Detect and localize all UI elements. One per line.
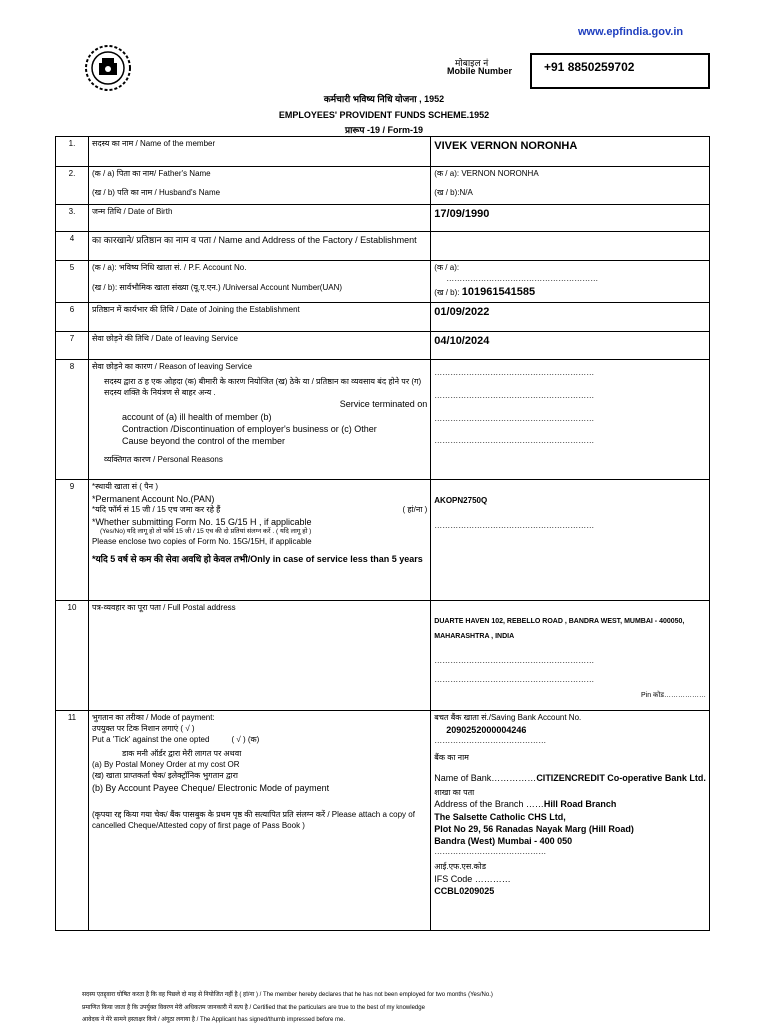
date-leaving-label: सेवा छोड़ने की तिथि / Date of leaving Service xyxy=(88,332,430,360)
father-husband-value xyxy=(431,167,710,205)
ifsc-hindi: आई.एफ.एस.कोड xyxy=(434,861,486,871)
tick-instruction: Put a 'Tick' against the one opted xyxy=(91,734,210,744)
member-name-label: सदस्य का नाम / Name of the member xyxy=(88,137,430,167)
pan-label-hindi: *स्थायी खाता सं ( पैन ) xyxy=(91,482,158,491)
mobile-value[interactable]: +91 8850259702 xyxy=(544,60,635,74)
payment-cell xyxy=(88,711,430,931)
reason-beyond-control: Cause beyond the control of the member xyxy=(121,435,286,446)
ifsc-value[interactable]: CCBL0209025 xyxy=(434,885,495,896)
tick-line xyxy=(92,735,427,746)
mobile-label: Mobile Number xyxy=(447,66,513,76)
form-number: प्रारूप -19 / Form-19 xyxy=(344,125,424,135)
husband-name-value[interactable]: (ख / b):N/A xyxy=(434,187,473,197)
footer-signed: आवेदक ने मेरे सामने हस्ताक्षर किये / अंगूठा लगाया है / The Applicant has signed/thumb impressed before me. xyxy=(82,1017,346,1023)
reason-service-terminated: Service terminated on xyxy=(339,399,428,410)
row-number: 6 xyxy=(56,303,89,332)
uan-value[interactable]: 101961541585 xyxy=(461,285,536,298)
form-row-reason-leaving xyxy=(56,360,710,480)
dots-line: …………………………………………………… xyxy=(434,390,595,400)
website-url[interactable]: www.epfindia.gov.in xyxy=(578,26,684,38)
mobile-label-hindi: मोबाइल नं xyxy=(455,58,489,68)
reason-leaving-cell xyxy=(88,360,430,480)
reason-personal: व्यक्तिगत कारण / Personal Reasons xyxy=(103,454,223,464)
branch-label: Address of the Branch …… xyxy=(434,799,544,810)
form-row-dob xyxy=(56,205,710,232)
postal-address-label: पत्र-व्यवहार का पूरा पता / Full Postal address xyxy=(88,601,430,711)
yes-no-hindi: ( हां/ना ) xyxy=(402,504,428,514)
date-joining-value[interactable]: 01/09/2022 xyxy=(431,303,710,332)
cheque-option[interactable]: (b) By Account Payee Cheque/ Electronic Mode of payment xyxy=(91,782,330,793)
tick-instruction-hindi: उपयुक्त पर टिक निशान लगाएं ( √ ) xyxy=(91,723,195,733)
dots-line: …………………………………………………… xyxy=(434,436,595,446)
address-line-2: MAHARASHTRA , INDIA xyxy=(434,633,515,641)
row-number: 5 xyxy=(56,261,89,303)
dots-line: …………………………………………………… xyxy=(434,674,595,684)
row-number: 7 xyxy=(56,332,89,360)
form-row-pan xyxy=(56,480,710,601)
establishment-value[interactable] xyxy=(431,232,710,261)
footer-declaration: सदस्य एतद्द्वारा घोषित करता है कि वह पिछले दो माह से नियोजित नहीं है ( हां/ना ) / The member hereby declares that he has not been employed for two months (Yes/No.) xyxy=(82,992,493,998)
enclose-form-label: Please enclose two copies of Form No. 15G/15H, if applicable xyxy=(91,536,312,546)
branch-line xyxy=(434,798,706,810)
row-number: 11 xyxy=(56,711,89,931)
form-row-date-leaving xyxy=(56,332,710,360)
dots-line: …………………………………………………… xyxy=(434,413,595,423)
footer-certified: प्रमाणित किया जाता है कि उपर्युक्त विवरण मेरी अधिकतम जानकारी में सत्य है / Certified that the particulars are true to the best of my knowledge xyxy=(82,1005,425,1011)
dots-line: …………………………………… xyxy=(434,847,547,857)
uan-label: (ख / b): सार्वभौमिक खाता संख्या (यू.ए.एन.) /Universal Account Number(UAN) xyxy=(91,282,343,292)
postal-address-value[interactable] xyxy=(431,601,710,711)
attach-cheque-note: (कृपया रद्द किया गया चेक/ बैंक पासबुक के प्रथम पृष्ठ की सत्यापित प्रति संलग्न करें / Please attach a copy of cancelled Cheque/Attested copy of first page of Pass Book ) xyxy=(91,809,415,830)
cheque-option-hindi: (ख) खाता प्राप्तकर्ता चेक/ इलेक्ट्रॉनिक भुगतान द्वारा xyxy=(91,770,238,780)
epfo-logo-icon xyxy=(84,44,132,92)
father-name-label: (क / a) पिता का नाम/ Father's Name xyxy=(91,169,211,178)
form-row-establishment xyxy=(56,232,710,261)
row-number: 9 xyxy=(56,480,89,601)
dob-label: जन्म तिथि / Date of Birth xyxy=(88,205,430,232)
pf-account-label xyxy=(88,261,430,303)
row-number: 10 xyxy=(56,601,89,711)
branch-address-1: The Salsette Catholic CHS Ltd, xyxy=(434,811,566,822)
bank-account-label: बचत बैंक खाता सं./Saving Bank Account No. xyxy=(434,713,582,722)
bank-account-value[interactable]: 2090252000004246 xyxy=(446,724,527,735)
postal-order-hindi: डाक मनी ऑर्डर द्वारा मेरी लागत पर अथवा xyxy=(121,749,242,759)
husband-name-label: (ख / b) पति का नाम / Husband's Name xyxy=(91,187,221,197)
ifsc-label: IFS Code ………… xyxy=(434,873,511,884)
pf-account-no-value[interactable]: (क / a): xyxy=(434,263,460,272)
form-row-postal-address xyxy=(56,601,710,711)
bank-name-line xyxy=(434,772,706,784)
scheme-title-hindi: कर्मचारी भविष्य निधि योजना , 1952 xyxy=(323,94,445,104)
row-number: 4 xyxy=(56,232,89,261)
form-row-pf-account xyxy=(56,261,710,303)
form-row-father-name xyxy=(56,167,710,205)
bank-name-hindi: बैंक का नाम xyxy=(434,752,469,762)
tick-mark[interactable]: ( √ ) (क) xyxy=(231,734,260,744)
dots-line: …………………………………… xyxy=(434,735,547,745)
branch-name[interactable]: Hill Road Branch xyxy=(543,799,617,810)
dob-value[interactable]: 17/09/1990 xyxy=(431,205,710,232)
branch-hindi: शाखा का पता xyxy=(434,787,475,797)
bank-name-value[interactable]: CITIZENCREDIT Co-operative Bank Ltd. xyxy=(536,772,706,783)
dots-line: …………………………………………………… xyxy=(434,368,595,377)
date-leaving-value[interactable]: 04/10/2024 xyxy=(431,332,710,360)
form-row-date-joining xyxy=(56,303,710,332)
scheme-title: EMPLOYEES' PROVIDENT FUNDS SCHEME.1952 xyxy=(278,110,490,120)
pan-value-cell xyxy=(431,480,710,601)
dots-line: …………………………………………………… xyxy=(434,655,595,665)
row-number: 2. xyxy=(56,167,89,205)
pin-label: Pin कोड……………… xyxy=(641,692,706,700)
row-number: 8 xyxy=(56,360,89,480)
reason-leaving-value[interactable] xyxy=(431,360,710,480)
branch-address-3: Bandra (West) Mumbai - 400 050 xyxy=(434,835,573,846)
pan-label: *Permanent Account No.(PAN) xyxy=(91,493,215,504)
reason-leaving-hindi: सदस्य द्वारा ठ ह एक ओहदा (क) बीमारी के कारण नियोजित (ख) ठेके या / प्रतिष्ठान का व्यवसाय बंद होने पर (ग) सदस्य शक्ति के नियंत्रण से बाहर अन्य . xyxy=(103,376,422,397)
address-line-1: DUARTE HAVEN 102, REBELLO ROAD , BANDRA WEST, MUMBAI - 400050, xyxy=(434,618,685,625)
form15g-line xyxy=(92,505,427,516)
reason-leaving-label: सेवा छोड़ने का कारण / Reason of leaving Service xyxy=(91,362,253,371)
pf-account-no-label: (क / a): भविष्य निधि खाता सं. / P.F. Account No. xyxy=(91,263,247,272)
reason-contraction: Contraction /Discontinuation of employer's business or (c) Other xyxy=(121,423,377,434)
form-row-member-name xyxy=(56,137,710,167)
dots-line: …………………………………………………… xyxy=(434,520,595,530)
yes-no-label: (Yes/No) यदि लागू हो तो फॉर्म 15 जी / 15 एच की दो प्रतियां संलग्न करें . ( यदि लागू हो ) xyxy=(99,527,312,535)
father-name-value[interactable]: (क / a): VERNON NORONHA xyxy=(434,169,539,178)
form15g-label: *Whether submitting Form No. 15 G/15 H , if applicable xyxy=(91,516,312,527)
pf-account-dots: ………………………………………………… xyxy=(446,273,599,283)
uan-prefix: (ख / b): xyxy=(434,287,460,297)
pan-cell xyxy=(88,480,430,601)
date-joining-label: प्रतिष्ठान में कार्यभार की तिथि / Date of Joining the Establishment xyxy=(88,303,430,332)
establishment-label: का कारखाने/ प्रतिष्ठान का नाम व पता / Name and Address of the Factory / Establishment xyxy=(88,232,430,261)
payment-label: भुगतान का तरीका / Mode of payment: xyxy=(91,713,215,722)
pan-value[interactable]: AKOPN2750Q xyxy=(434,496,488,505)
postal-order-option[interactable]: (a) By Postal Money Order at my cost OR xyxy=(91,760,240,770)
bank-details-cell xyxy=(431,711,710,931)
form15g-label-hindi: *यदि फॉर्म सं 15 जी / 15 एच जमा कर रहे हैं xyxy=(91,504,221,514)
reason-ill-health: account of (a) ill health of member (b) xyxy=(121,411,272,422)
form-row-payment xyxy=(56,711,710,931)
member-name-value[interactable]: VIVEK VERNON NORONHA xyxy=(431,137,710,167)
bank-name-label: Name of Bank…………… xyxy=(434,772,537,783)
row-number: 3. xyxy=(56,205,89,232)
row-number: 1. xyxy=(56,137,89,167)
form-table xyxy=(55,136,710,931)
father-husband-label xyxy=(88,167,430,205)
pf-account-value xyxy=(431,261,710,303)
service-less-5-label: *यदि 5 वर्ष से कम की सेवा अवधि हो केवल तभी/Only in case of service less than 5 years xyxy=(91,554,423,565)
branch-address-2: Plot No 29, 56 Ranadas Nayak Marg (Hill Road) xyxy=(434,823,634,834)
